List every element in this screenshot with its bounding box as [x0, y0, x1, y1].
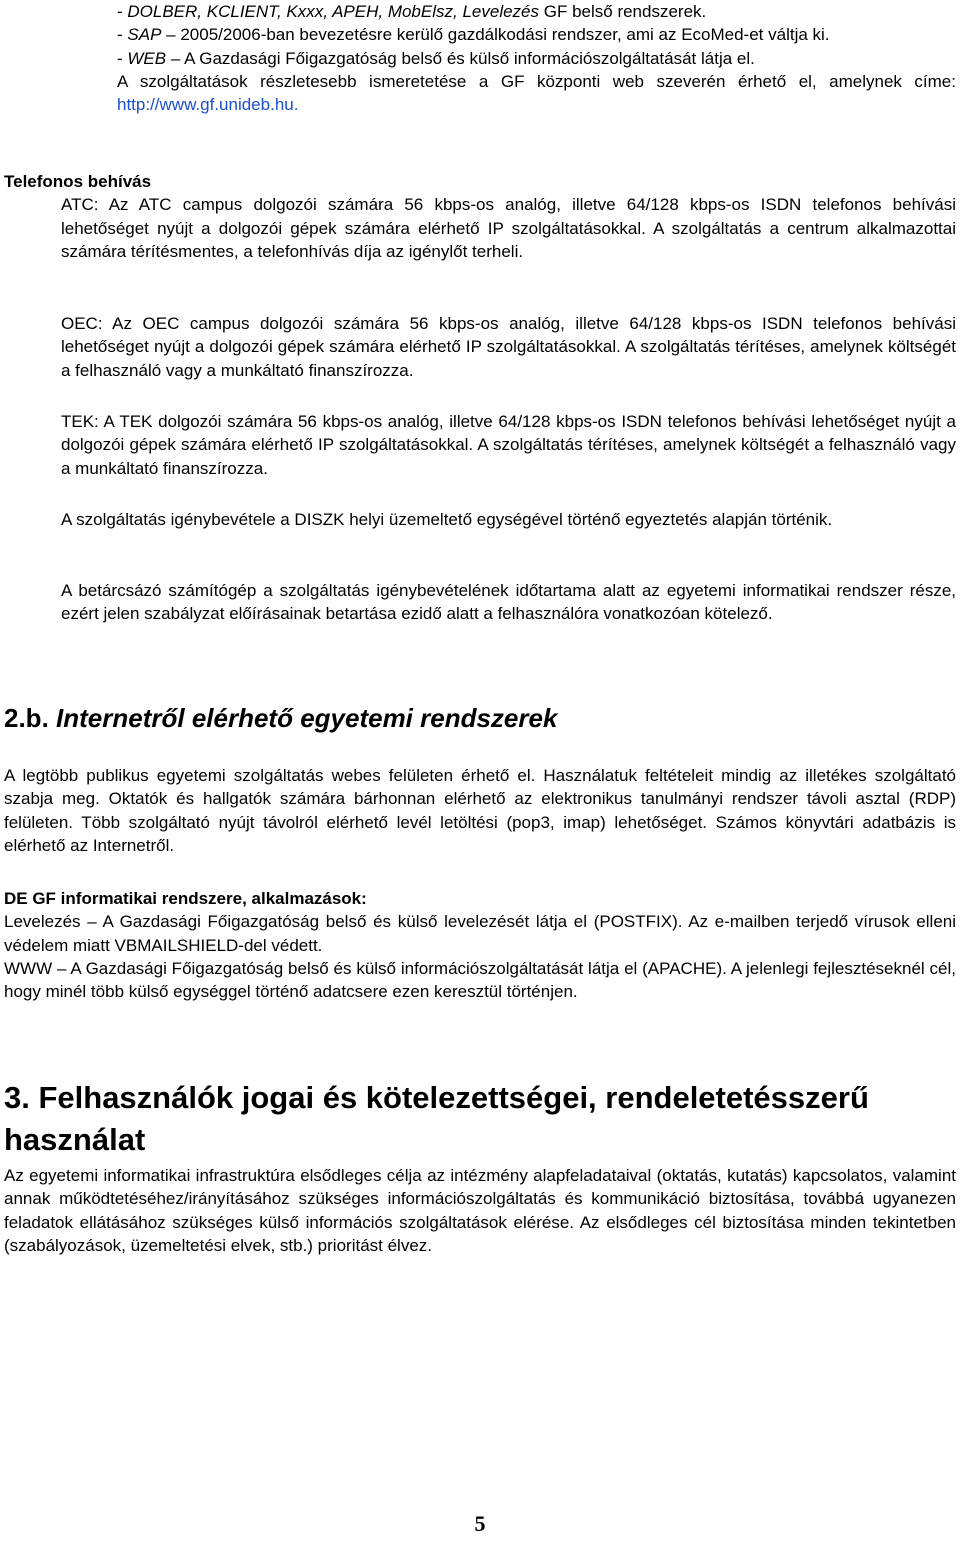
gf-apps-block — [4, 887, 956, 1003]
intro-item-dolber: - DOLBER, KCLIENT, Kxxx, APEH, MobElsz, Levelezés GF belső rendszerek. — [117, 2, 707, 21]
intro-term: WEB — [127, 48, 167, 68]
intro-desc: GF belső rendszerek. — [543, 2, 707, 21]
gf-app-levelezes: Levelezés – A Gazdasági Főigazgatóság belső és külső levelezését látja el (POSTFIX). Az e-mailben terjedő vírusok elleni védelem miatt VBMAILSHIELD-del védett. — [4, 912, 956, 955]
telefon-diszk: A szolgáltatás igénybevétele a DISZK helyi üzemeltető egységével történő egyeztetés alapján történik. — [61, 510, 833, 529]
gf-web-link[interactable]: http://www.gf.unideb.hu. — [117, 95, 299, 115]
intro-desc: A Gazdasági Főigazgatóság belső és külső információszolgáltatását látja el. — [184, 48, 755, 68]
telefon-tek: TEK: A TEK dolgozói számára 56 kbps-os analóg, illetve 64/128 kbps-os ISDN telefonos behívási lehetőséget nyújt a dolgozói gépek számára elérhető IP szolgáltatásokkal. A szolgáltatás térítéses, amelynek költségét a felhasználó vagy a munkáltató finanszírozza. — [61, 412, 956, 478]
telefon-oec: OEC: Az OEC campus dolgozói számára 56 kbps-os analóg, illetve 64/128 kbps-os ISDN telefonos behívási lehetőséget nyújt a dolgozói gépek számára elérhető IP szolgáltatásokkal. A szolgáltatás térítéses, amelynek költségét a felhasználó vagy a munkáltató finanszírozza. — [61, 314, 956, 380]
section-3-heading: 3. Felhasználók jogai és kötelezettségei, rendeletetésszerű használat — [4, 1080, 869, 1157]
page-number: 5 — [474, 1511, 486, 1536]
gf-app-www: WWW – A Gazdasági Főigazgatóság belső és külső információszolgáltatását látja el (APACHE). A jelenlegi fejlesztéseknél cél, hogy minél több külső egységgel történő adatcsere ezen keresztül történjen. — [4, 958, 956, 1002]
telefon-tek-block — [4, 410, 956, 480]
intro-item-web: - WEB – A Gazdasági Főigazgatóság belső és külső információszolgáltatását látja el. — [117, 48, 755, 68]
intro-item-sap: - SAP – 2005/2006-ban bevezetésre kerülő gazdálkodási rendszer, ami az EcoMed-et váltja ki. — [117, 25, 830, 45]
section-3-para: Az egyetemi informatikai infrastruktúra elsődleges célja az intézmény alapfeladataival (oktatás, kutatás) kapcsolatos, valamint annak működtetéséhez/irányításához szükséges információszolgáltatás és kommunikáció biztosítása, továbbá ugyanezen feladatok ellátásához szükséges külső információs szolgáltatások elérése. Az elsődleges cél biztosítása minden tekintetben (szabályozások, üzemeltetési elvek, stb.) prioritást élvez. — [4, 1166, 956, 1255]
telefon-heading: Telefonos behívás — [4, 172, 152, 191]
section-2b-heading — [4, 703, 557, 733]
section-3-body — [4, 1164, 956, 1257]
intro-list — [4, 0, 956, 116]
intro-desc: 2005/2006-ban bevezetésre kerülő gazdálkodási rendszer, ami az EcoMed-et váltja ki. — [180, 25, 830, 45]
telefon-oec-block — [4, 312, 956, 382]
telefon-atc: ATC: Az ATC campus dolgozói számára 56 kbps-os analóg, illetve 64/128 kbps-os ISDN telefonos behívási lehetőséget nyújt a dolgozói gépek számára elérhető IP szolgáltatásokkal. A szolgáltatás a centrum alkalmazottai számára térítésmentes, a telefonhívás díja az igénylőt terheli. — [61, 195, 956, 261]
intro-term: DOLBER, KCLIENT, Kxxx, APEH, MobElsz, Levelezés — [127, 2, 540, 21]
gf-apps-heading: DE GF informatikai rendszere, alkalmazások: — [4, 889, 367, 908]
telefon-betarcsazo-block — [4, 579, 956, 626]
telefon-betarcsazo: A betárcsázó számítógép a szolgáltatás igénybevételének időtartama alatt az egyetemi informatikai rendszer része, ezért jelen szabályzat előírásainak betartása ezidő alatt a felhasználóra vonatkozóan kötelező. — [61, 581, 956, 624]
section-2b-number: 2.b. — [4, 703, 49, 733]
intro-term: SAP — [127, 25, 162, 45]
section-2b-body — [4, 764, 956, 857]
section-2b-para: A legtöbb publikus egyetemi szolgáltatás webes felületen érhető el. Használatuk feltételeit mindig az illetékes szolgáltató szabja meg. Oktatók és hallgatók számára bárhonnan elérhető az elektronikus tanulmányi rendszer távoli asztal (RDP) felületen. Több szolgáltató nyújt távolról elérhető levél letöltési (pop3, imap) lehetőséget. Számos könyvtári adatbázis is elérhető az Internetről. — [4, 766, 956, 855]
section-2b-title: Internetről elérhető egyetemi rendszerek — [56, 703, 558, 733]
telefon-section — [4, 170, 956, 263]
telefon-diszk-block — [4, 508, 956, 531]
intro-web-note: A szolgáltatások részletesebb ismeretetése a GF központi web szeverén érhető el, amelynek címe: http://www.gf.unideb.hu. — [117, 71, 956, 115]
